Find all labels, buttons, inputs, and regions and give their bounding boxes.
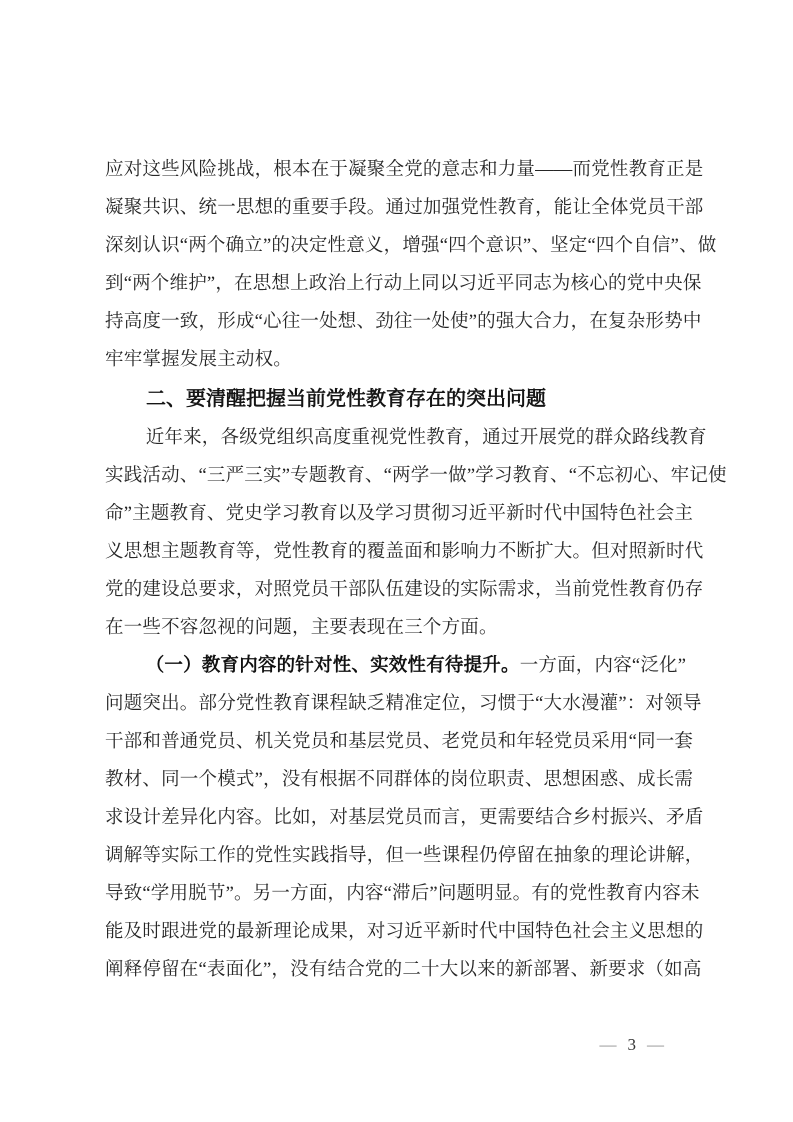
text-line: 求设计差异化内容。比如，对基层党员而言，更需要结合乡村振兴、矛盾	[105, 808, 704, 828]
text-line: 命”主题教育、党史学习教育以及学习贯彻习近平新时代中国特色社会主	[105, 504, 694, 524]
text-line: 问题突出。部分党性教育课程缺乏精准定位，习惯于“大水漫灌”：对领导	[105, 694, 702, 714]
section-heading: 二、要清醒把握当前党性教育存在的突出问题	[146, 388, 546, 410]
problem-one-title: （一）教育内容的针对性、实效性有待提升。	[145, 656, 520, 676]
paragraph-problem-one-body	[105, 685, 704, 989]
page-number-dash-left: —	[599, 1035, 617, 1054]
text-line: 义思想主题教育等，党性教育的覆盖面和影响力不断扩大。但对照新时代	[105, 542, 704, 562]
document-body	[105, 151, 727, 989]
page-number-value: 3	[627, 1035, 636, 1054]
text-line: 近年来，各级党组织高度重视党性教育，通过开展党的群众路线教育	[145, 428, 707, 448]
text-line: 能及时跟进党的最新理论成果，对习近平新时代中国特色社会主义思想的	[105, 922, 704, 942]
page-number-dash-right: —	[647, 1035, 664, 1054]
paragraph-problem-one	[105, 647, 704, 989]
paragraph-overview	[105, 419, 727, 647]
text-line: 党的建设总要求，对照党员干部队伍建设的实际需求，当前党性教育仍存	[105, 580, 704, 600]
text-line	[105, 647, 690, 685]
text-line: 持高度一致，形成“心往一处想、劲往一处使”的强大合力，在复杂形势中	[105, 312, 702, 332]
text-line: 干部和普通党员、机关党员和基层党员、老党员和年轻党员采用“同一套	[105, 732, 694, 752]
text-line: 应对这些风险挑战，根本在于凝聚全党的意志和力量——而党性教育正是	[105, 160, 704, 180]
text-line: 调解等实际工作的党性实践指导，但一些课程仍停留在抽象的理论讲解，	[105, 846, 704, 866]
problem-one-lead-text: 一方面，内容“泛化”	[519, 656, 687, 676]
text-line: 凝聚共识、统一思想的重要手段。通过加强党性教育，能让全体党员干部	[105, 198, 704, 218]
text-line: 牢牢掌握发展主动权。	[105, 350, 293, 370]
text-line: 阐释停留在“表面化”，没有结合党的二十大以来的新部署、新要求（如高	[105, 960, 702, 980]
text-line: 导致“学用脱节”。另一方面，内容“滞后”问题明显。有的党性教育内容未	[105, 884, 700, 904]
text-line: 实践活动、“三严三实”专题教育、“两学一做”学习教育、“不忘初心、牢记使	[105, 466, 727, 486]
text-line: 到“两个维护”，在思想上政治上行动上同以习近平同志为核心的党中央保	[105, 274, 702, 294]
text-line: 在一些不容忽视的问题，主要表现在三个方面。	[105, 618, 498, 638]
text-line: 深刻认识“两个确立”的决定性意义，增强“四个意识”、坚定“四个自信”、做	[105, 236, 717, 256]
page-number	[105, 1034, 690, 1056]
text-line: 教材、同一个模式”，没有根据不同群体的岗位职责、思想困惑、成长需	[105, 770, 694, 790]
paragraph-continuation	[105, 151, 717, 379]
